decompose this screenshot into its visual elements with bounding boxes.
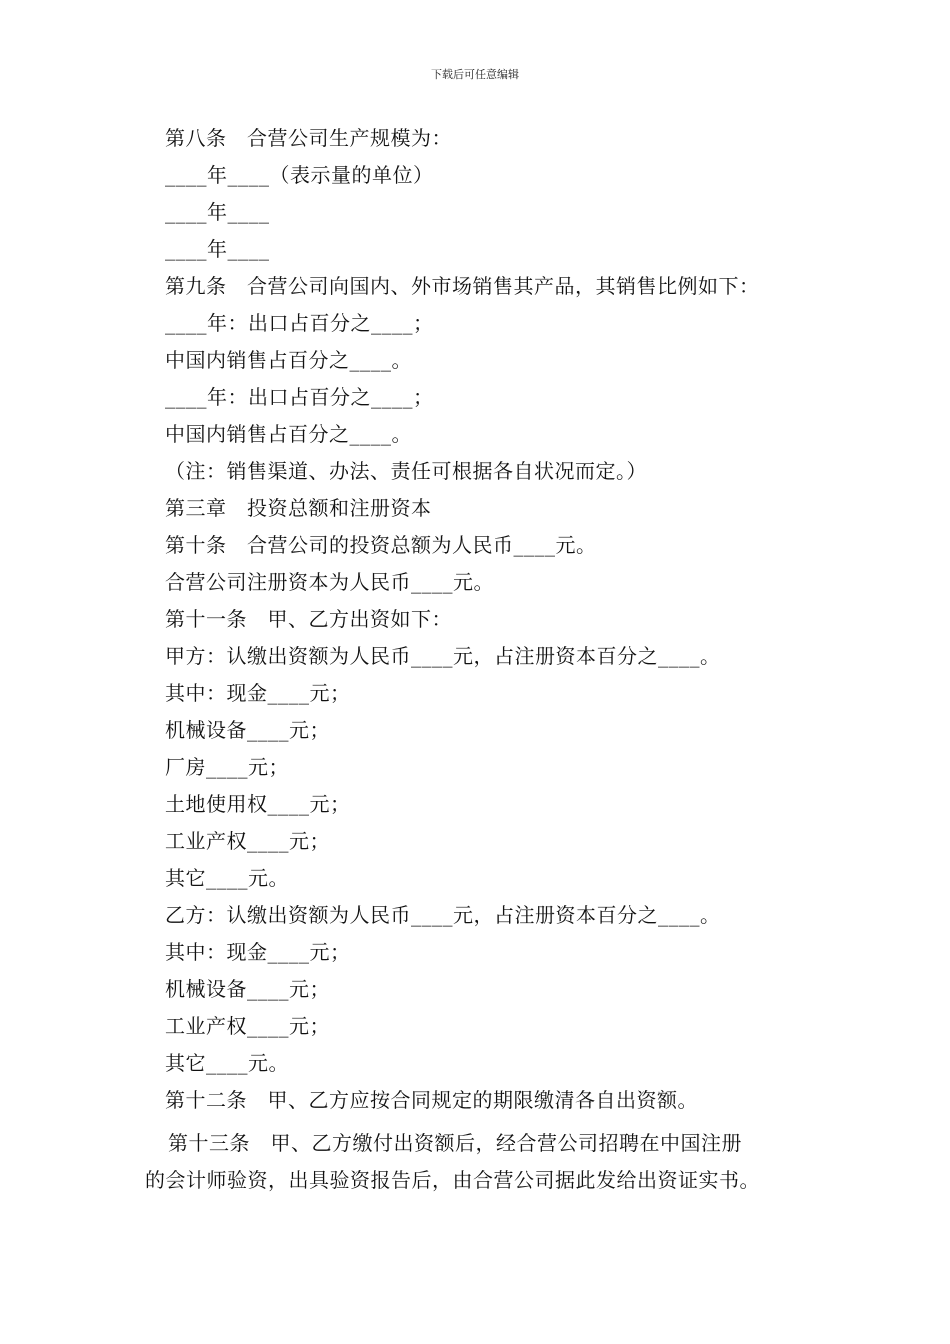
party-a-other: 其它____元。 xyxy=(165,866,289,890)
sales-note: （注：销售渠道、办法、责任可根据各自状况而定。） xyxy=(165,459,647,483)
export-ratio-line-1: ____年：出口占百分之____； xyxy=(165,311,434,335)
production-scale-line-3: ____年____ xyxy=(165,237,270,261)
article-11-title: 第十一条 甲、乙方出资如下： xyxy=(165,607,452,631)
party-b-industrial-property: 工业产权____元； xyxy=(165,1014,330,1038)
party-b-machinery: 机械设备____元； xyxy=(165,977,330,1001)
article-9-title: 第九条 合营公司向国内、外市场销售其产品，其销售比例如下： xyxy=(165,274,760,298)
party-a-industrial-property: 工业产权____元； xyxy=(165,829,330,853)
production-scale-line-2: ____年____ xyxy=(165,200,270,224)
production-scale-line-1: ____年____（表示量的单位） xyxy=(165,163,434,187)
article-13-line-2: 的会计师验资，出具验资报告后，由合营公司据此发给出资证实书。 xyxy=(145,1168,760,1192)
domestic-ratio-line-1: 中国内销售占百分之____。 xyxy=(165,348,412,372)
party-a-machinery: 机械设备____元； xyxy=(165,718,330,742)
article-13-line-1: 第十三条 甲、乙方缴付出资额后，经合营公司招聘在中国注册 xyxy=(168,1131,742,1155)
party-a-contribution: 甲方：认缴出资额为人民币____元，占注册资本百分之____。 xyxy=(165,644,721,668)
domestic-ratio-line-2: 中国内销售占百分之____。 xyxy=(165,422,412,446)
party-b-cash: 其中：现金____元； xyxy=(165,940,351,964)
chapter-3-title: 第三章 投资总额和注册资本 xyxy=(165,496,432,520)
article-12-text: 第十二条 甲、乙方应按合同规定的期限缴清各自出资额。 xyxy=(165,1088,698,1112)
party-b-contribution: 乙方：认缴出资额为人民币____元，占注册资本百分之____。 xyxy=(165,903,721,927)
party-b-other: 其它____元。 xyxy=(165,1051,289,1075)
registered-capital-text: 合营公司注册资本为人民币____元。 xyxy=(165,570,494,594)
page-header: 下载后可任意编辑 xyxy=(431,68,519,81)
party-a-land-use: 土地使用权____元； xyxy=(165,792,351,816)
article-8-title: 第八条 合营公司生产规模为： xyxy=(165,126,452,150)
export-ratio-line-2: ____年：出口占百分之____； xyxy=(165,385,434,409)
party-a-cash: 其中：现金____元； xyxy=(165,681,351,705)
article-10-text: 第十条 合营公司的投资总额为人民币____元。 xyxy=(165,533,597,557)
party-a-factory: 厂房____元； xyxy=(165,755,289,779)
